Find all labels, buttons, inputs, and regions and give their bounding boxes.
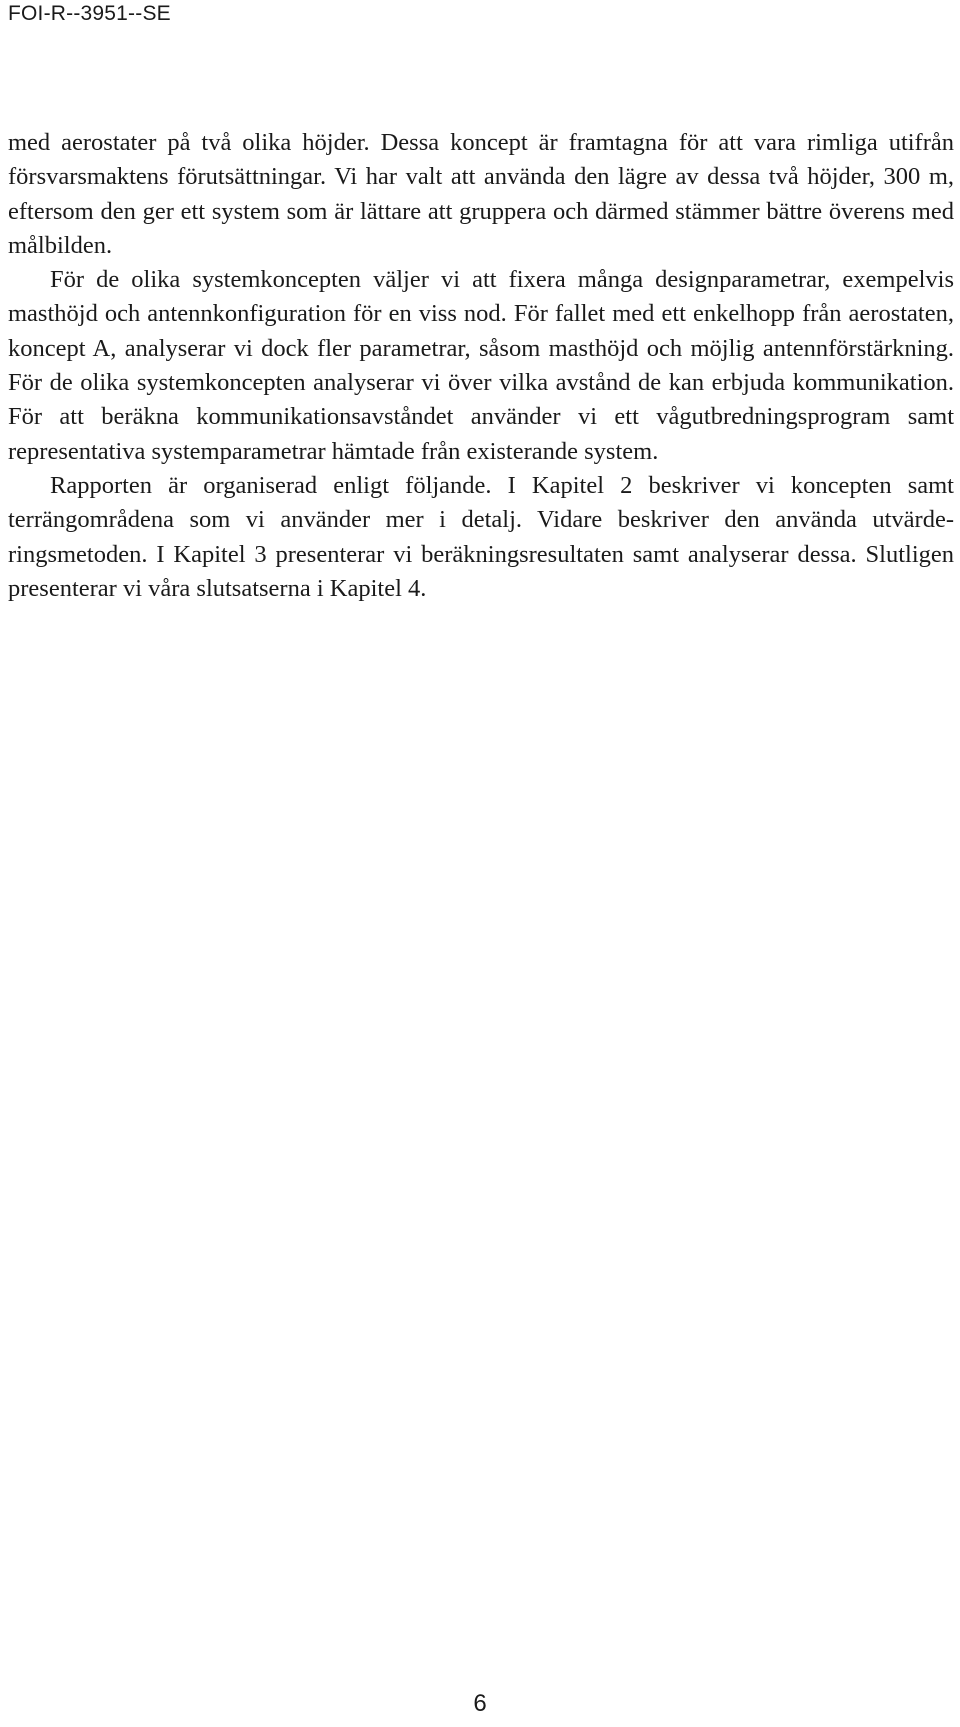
paragraph-aerostat-heights: med aerostater på två olika höjder. Dessa koncept är framtagna för att vara rimliga utifrån försvarsmaktens förutsättningar. Vi har valt att använda den lägre av dessa två höjder, 300 m, eftersom den ger ett system som är lättare att gruppera och därmed stämmer bättre överens med målbilden. [8, 129, 954, 259]
page-number: 6 [473, 1690, 487, 1717]
report-id-header: FOI-R--3951--SE [8, 2, 171, 25]
body-text [8, 126, 954, 606]
paragraph-system-concepts: För de olika systemkoncepten väljer vi att fixera många designparametrar, exempelvis masthöjd och antennkonfiguration för en viss nod. För fallet med ett enkelhopp från aerostaten, koncept A, analyserar vi dock fler parametrar, såsom masthöjd och möjlig antennförstärkning. För de olika systemkoncepten analyserar vi över vilka avstånd de kan erbjuda kommunikation. För att beräkna kommunikationsavståndet använder vi ett vågutbredningsprogram samt representativa systemparametrar hämtade från existerande system. [8, 266, 954, 465]
paragraph-report-organization: Rapporten är organiserad enligt följande. I Kapitel 2 beskriver vi koncepten samt terrängområdena som vi använder mer i detalj. Vidare beskriver den använda utvärderingsmetoden. I Kapitel 3 presenterar vi beräkningsresultaten samt analyserar dessa. Slutligen presenterar vi våra slutsatserna i Kapitel 4. [8, 471, 954, 602]
